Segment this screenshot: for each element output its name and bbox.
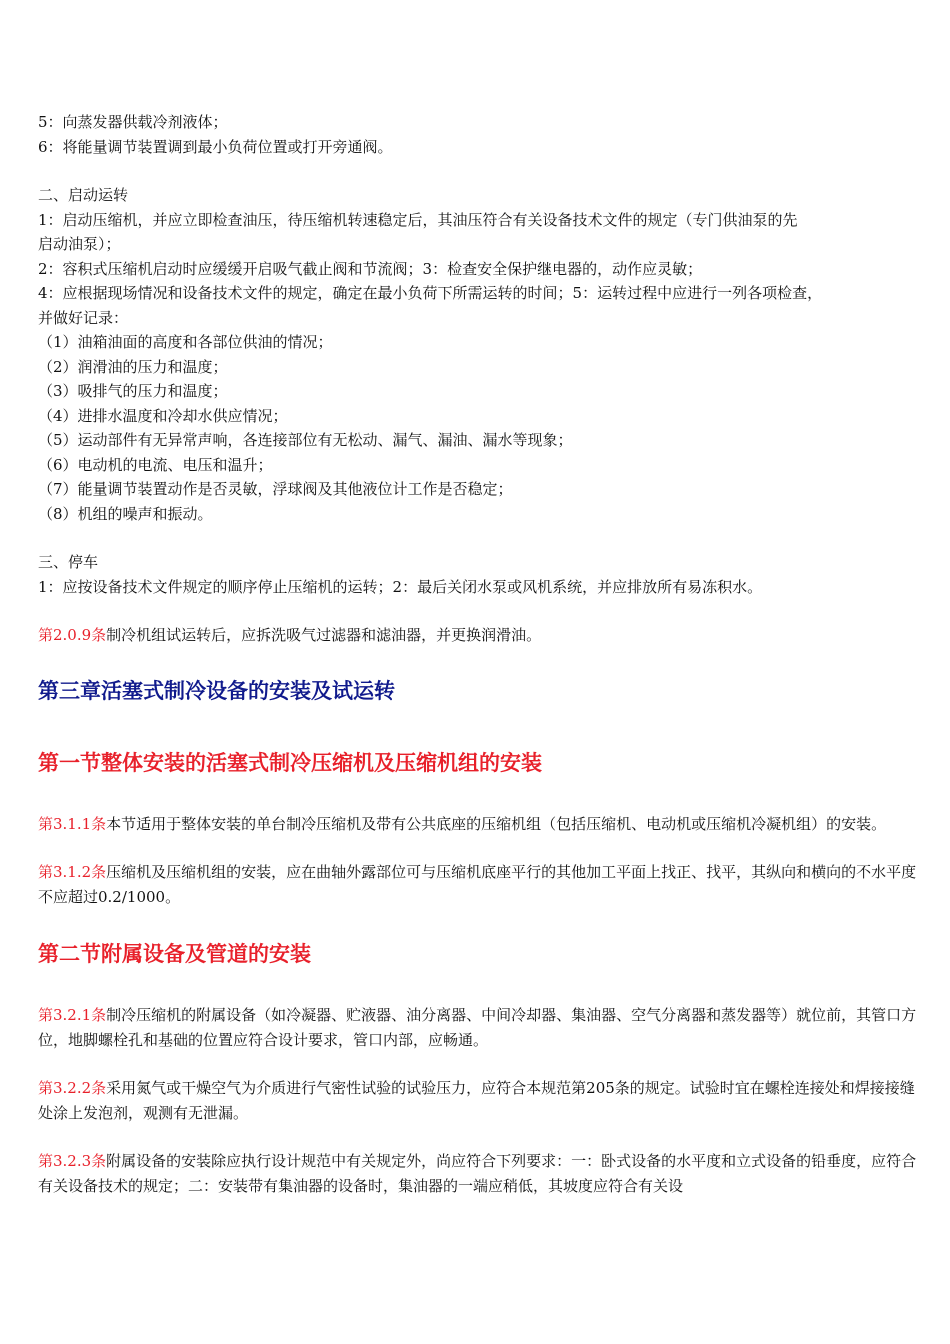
document-page (38, 110, 918, 1198)
spacer (38, 599, 918, 623)
text-line: 2：容积式压缩机启动时应缓缓开启吸气截止阀和节流阀；3：检查安全保护继电器的，动作应灵敏； (38, 259, 703, 278)
article-text: 制冷机组试运转后，应拆洗吸气过滤器和滤油器，并更换润滑油。 (106, 626, 542, 644)
list-item: （6）电动机的电流、电压和温升； (38, 455, 273, 474)
text-line: 1：启动压缩机，并应立即检查油压，待压缩机转速稳定后，其油压符合有关设备技术文件的规定（专门供油泵的先 (38, 210, 798, 229)
article-text: 本节适用于整体安装的单台制冷压缩机及带有公共底座的压缩机组（包括压缩机、电动机或压缩机冷凝机组）的安装。 (106, 814, 887, 833)
article-text: 制冷压缩机的附属设备（如冷凝器、贮液器、油分离器、中间冷却器、集油器、空气分离器和蒸发器等）就位前，其管口方位，地脚螺栓孔和基础的位置应符合设计要求，管口内部，应畅通。 (38, 1006, 917, 1049)
article-3-1-1 (38, 812, 918, 837)
text-line: 6：将能量调节装置调到最小负荷位置或打开旁通阀。 (38, 137, 393, 156)
article-label: 第3.2.1条 (38, 1006, 107, 1024)
text-line: 4：应根据现场情况和设备技术文件的规定，确定在最小负荷下所需运转的时间；5：运转过程中应进行一列各项检查， (38, 284, 823, 302)
article-label: 第3.1.1条 (38, 814, 107, 833)
list-item: （3）吸排气的压力和温度； (38, 382, 228, 400)
article-text: 附属设备的安装除应执行设计规范中有关规定外，尚应符合下列要求：一：卧式设备的水平度和立式设备的铅垂度，应符合有关设备技术的规定；二：安装带有集油器的设备时，集油器的一端应稍低，其坡度应符合有关设 (38, 1152, 917, 1195)
subheading-startup: 二、启动运转 (38, 186, 129, 204)
article-label: 第3.2.3条 (38, 1152, 107, 1170)
article-text: 采用氮气或干燥空气为介质进行气密性试验的试验压力，应符合本规范第205条的规定。试验时宜在螺栓连接处和焊接接缝处涂上发泡剂，观测有无泄漏。 (38, 1079, 915, 1122)
article-label: 第3.1.2条 (38, 863, 107, 881)
text-line: 启动油泵）； (38, 235, 121, 253)
text-line: 5：向蒸发器供载冷剂液体； (38, 113, 228, 131)
spacer (38, 526, 918, 550)
list-item: （5）运动部件有无异常声响，各连接部位有无松动、漏气、漏油、漏水等现象； (38, 431, 573, 449)
text-line: 并做好记录： (38, 308, 129, 327)
list-item: （1）油箱油面的高度和各部位供油的情况； (38, 333, 333, 351)
spacer (38, 159, 918, 183)
list-item: （2）润滑油的压力和温度； (38, 357, 228, 376)
section-title-1: 第一节整体安装的活塞式制冷压缩机及压缩机组的安装 (38, 750, 542, 775)
list-item: （7）能量调节装置动作是否灵敏，浮球阀及其他液位计工作是否稳定； (38, 480, 513, 498)
article-3-2-2 (38, 1076, 918, 1125)
chapter-title: 第三章活塞式制冷设备的安装及试运转 (38, 678, 395, 703)
text-line: 1：应按设备技术文件规定的顺序停止压缩机的运转；2：最后关闭水泵或风机系统，并应排放所有易冻积水。 (38, 577, 763, 596)
section-title-2: 第二节附属设备及管道的安装 (38, 942, 311, 966)
list-item: （8）机组的噪声和振动。 (38, 504, 213, 523)
list-item: （4）进排水温度和冷却水供应情况； (38, 406, 288, 425)
article-label: 第3.2.2条 (38, 1079, 107, 1097)
article-text: 压缩机及压缩机组的安装，应在曲轴外露部位可与压缩机底座平行的其他加工平面上找正、找平，其纵向和横向的不水平度不应超过0.2/1000。 (38, 863, 917, 906)
article-3-2-3 (38, 1149, 918, 1198)
article-3-2-1 (38, 1003, 918, 1052)
article-2-0-9 (38, 623, 918, 648)
article-3-1-2 (38, 860, 918, 909)
subheading-stop: 三、停车 (38, 553, 99, 571)
article-label: 第2.0.9条 (38, 626, 107, 644)
